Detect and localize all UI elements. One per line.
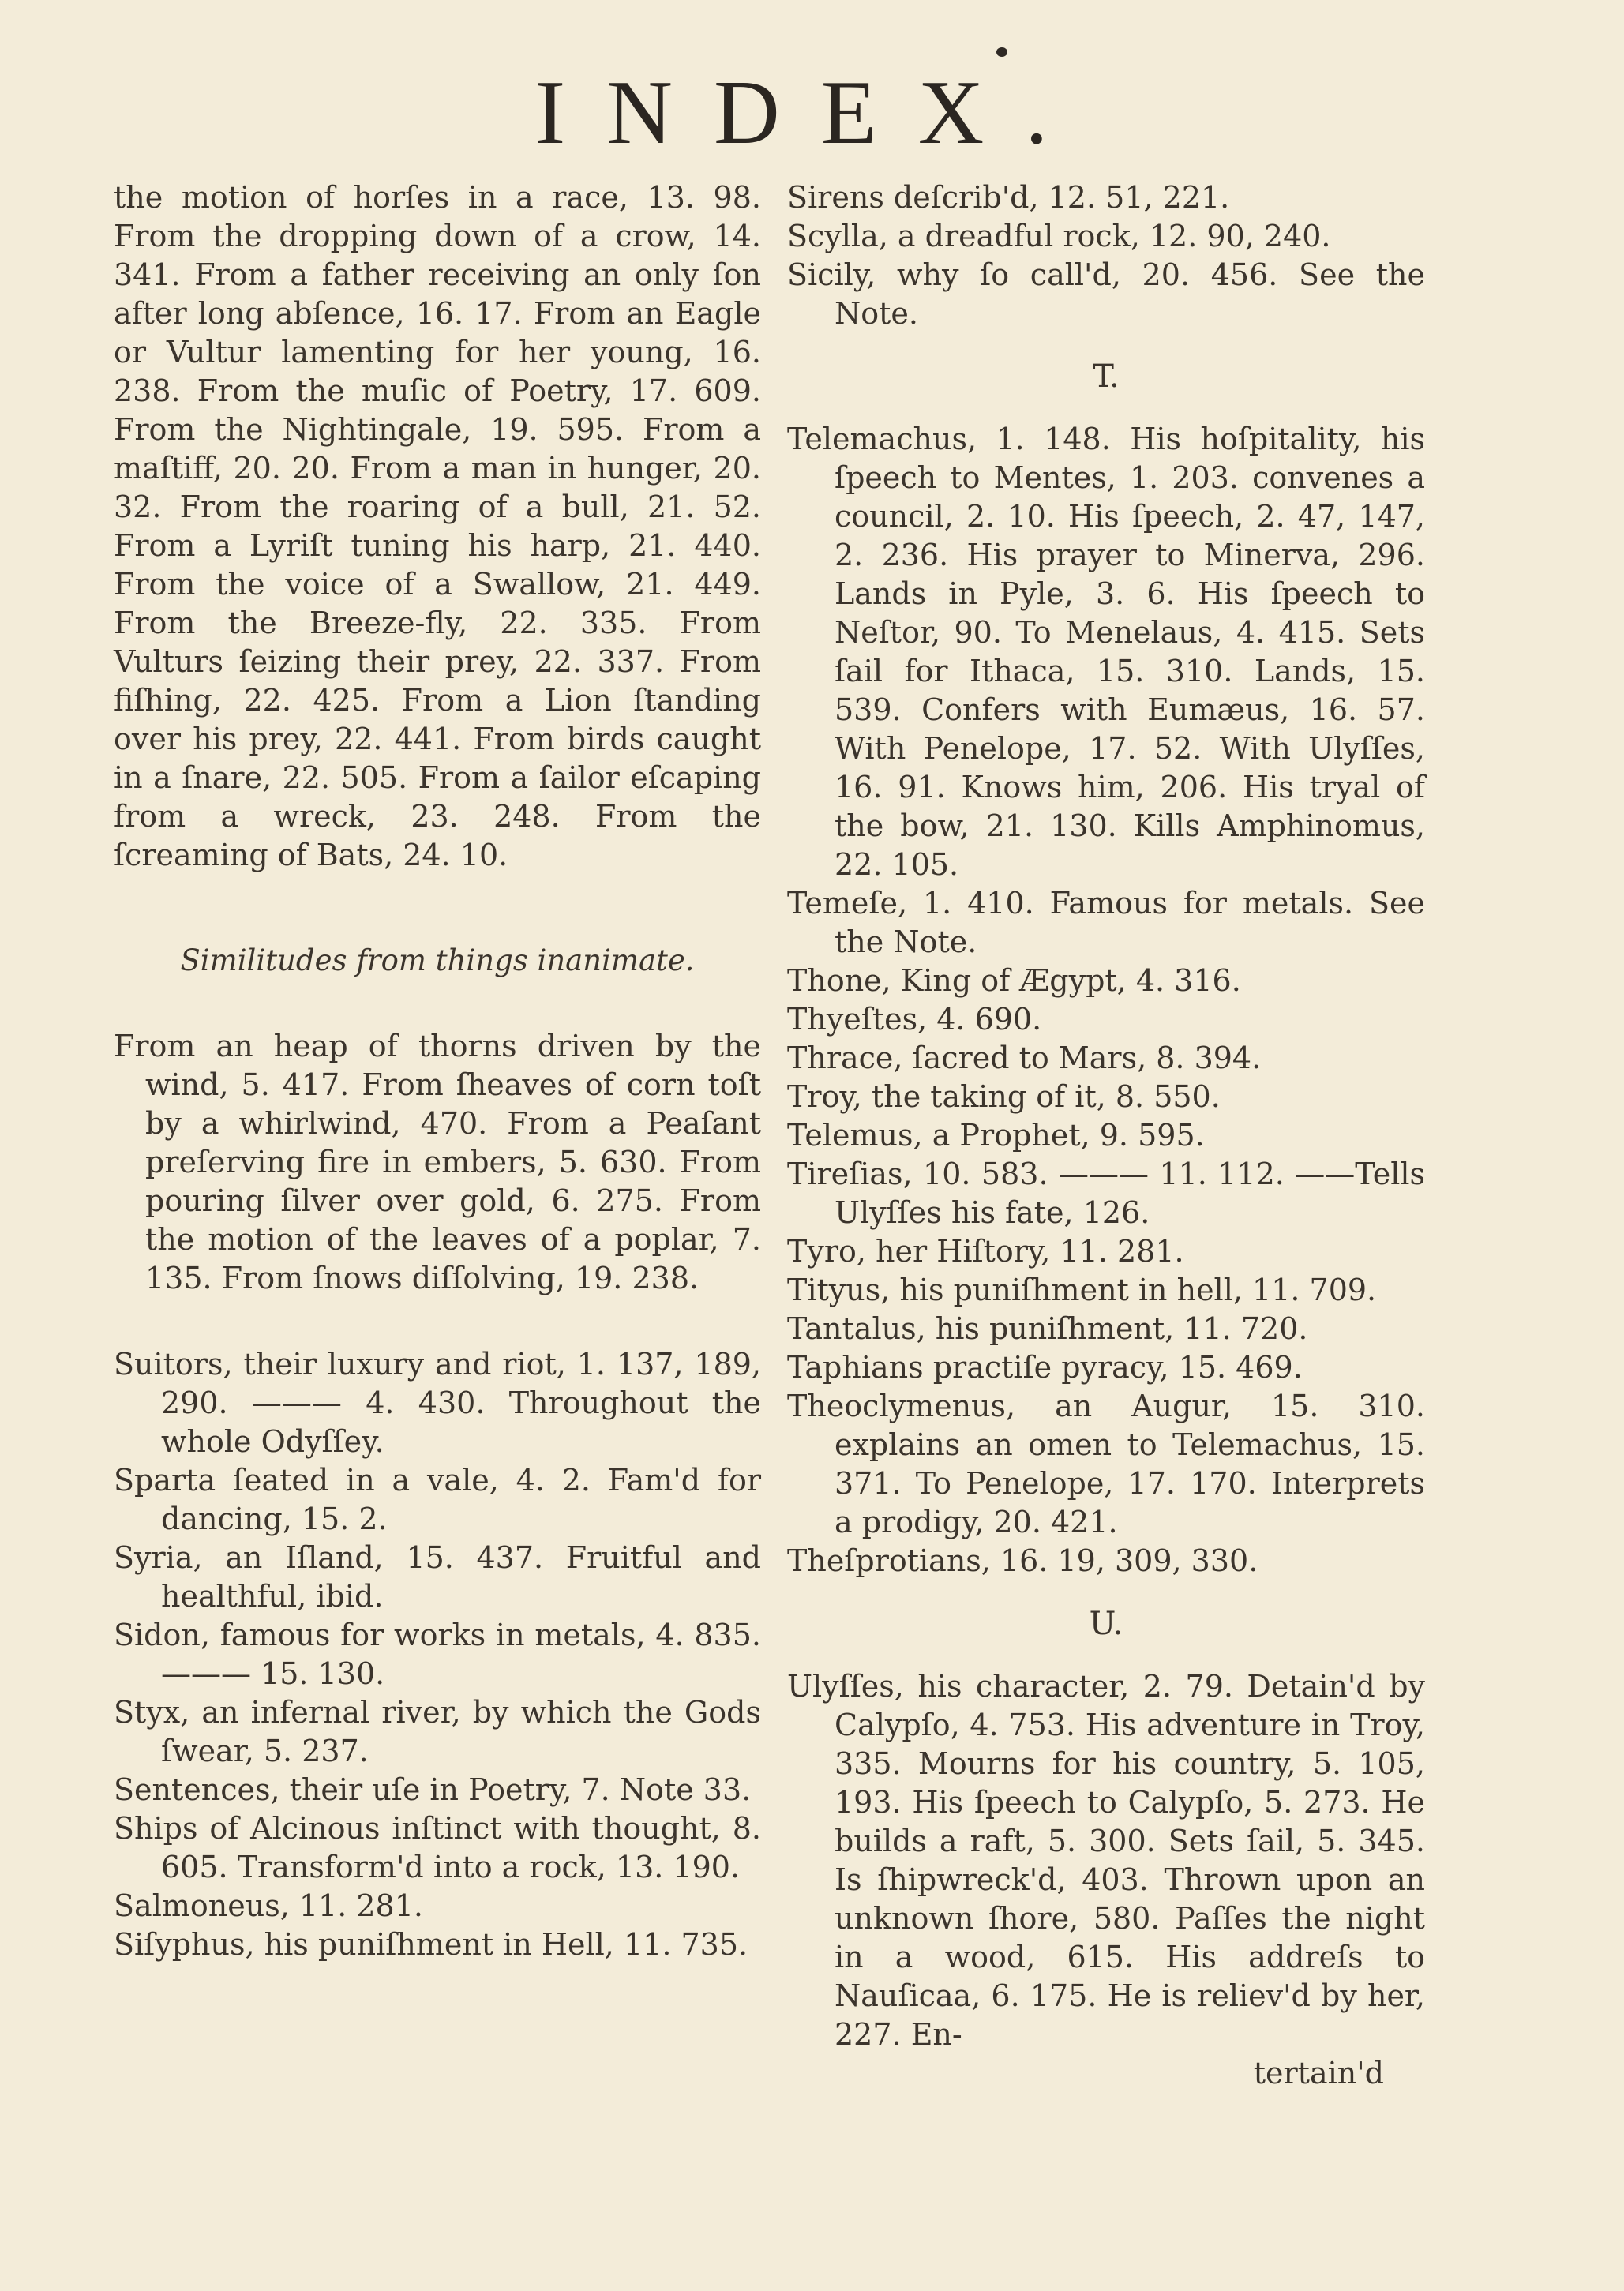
index-entry-ships: Ships of Alcinous inſtinct with thought, 8. 605. Transform'd into a rock, 13. 190. [114, 1811, 761, 1884]
index-entry-tiresias: Tireſias, 10. 583. ——— 11. 112. ——Tells Ulyſſes his fate, 126. [787, 1157, 1425, 1230]
right-column [787, 178, 1425, 2093]
similitudes-inanimate: From an heap of thorns driven by the wind, 5. 417. From ſheaves of corn toſt by a whirlwind, 470. From a Peaſant preſerving fire in embers, 5. 630. From pouring ſilver over gold, 6. 275. From the motion of the leaves of a poplar, 7. 135. From ſnows diſſolving, 19. 238. [114, 1029, 761, 1295]
section-letter-t: T. [1093, 358, 1120, 395]
similitudes-continued: the motion of horſes in a race, 13. 98. From the dropping down of a crow, 14. 341. From a father receiving an only ſon after long abſence, 16. 17. From an Eagle or Vultur lamenting for her young, 16. 238. From the muſic of Poetry, 17. 609. From the Nightingale, 19. 595. From a maſtiff, 20. 20. From a man in hunger, 20. 32. From the roaring of a bull, 21. 52. From a Lyriſt tuning his harp, 21. 440. From the voice of a Swallow, 21. 449. From the Breeze-fly, 22. 335. From Vulturs ſeizing their prey, 22. 337. From fiſhing, 22. 425. From a Lion ſtanding over his prey, 22. 441. From birds caught in a ſnare, 22. 505. From a ſailor eſcaping from a wreck, 23. 248. From the ſcreaming of Bats, 24. 10. [114, 180, 761, 872]
subheading-inanimate: Similitudes from things inanimate. [180, 943, 695, 977]
index-entry-tantalus: Tantalus, his puniſhment, 11. 720. [787, 1311, 1308, 1346]
index-entry-thrace: Thrace, ſacred to Mars, 8. 394. [787, 1041, 1262, 1075]
index-entry-thyestes: Thyeſtes, 4. 690. [787, 1002, 1042, 1037]
index-entry-telemus: Telemus, a Prophet, 9. 595. [787, 1118, 1205, 1153]
index-entry-ulysses: Ulyſſes, his character, 2. 79. Detain'd by Calypſo, 4. 753. His adventure in Troy, 335. Mourns for his country, 5. 105, 193. His ſpeech to Calypſo, 5. 273. He builds a raft, 5. 300. Sets ſail, 5. 345. Is ſhipwreck'd, 403. Thrown upon an unknown ſhore, 580. Paſſes the night in a wood, 615. His addreſs to Nauſicaa, 6. 175. He is reliev'd by her, 227. En- [787, 1669, 1425, 2052]
index-entry-styx: Styx, an infernal river, by which the Gods ſwear, 5. 237. [114, 1695, 761, 1768]
index-entry-scylla: Scylla, a dreadful rock, 12. 90, 240. [787, 219, 1331, 253]
left-column [114, 178, 761, 1964]
ink-dot [996, 47, 1007, 57]
index-entry-troy: Troy, the taking of it, 8. 550. [787, 1079, 1221, 1114]
index-entry-suitors: Suitors, their luxury and riot, 1. 137, 189, 290. ——— 4. 430. Throughout the whole Odyſſey. [114, 1347, 761, 1459]
index-entry-tityus: Tityus, his puniſhment in hell, 11. 709. [787, 1273, 1377, 1307]
index-entry-thone: Thone, King of Ægypt, 4. 316. [787, 963, 1241, 998]
index-entry-sidon: Sidon, famous for works in metals, 4. 835. ——— 15. 130. [114, 1618, 761, 1691]
index-entry-telemachus: Telemachus, 1. 148. His hoſpitality, his ſpeech to Mentes, 1. 203. convenes a council, 2. 10. His ſpeech, 2. 47, 147, 2. 236. His prayer to Minerva, 296. Lands in Pyle, 3. 6. His ſpeech to Neſtor, 90. To Menelaus, 4. 415. Sets ſail for Ithaca, 15. 310. Lands, 15. 539. Confers with Eumæus, 16. 57. With Penelope, 17. 52. With Ulyſſes, 16. 91. Knows him, 206. His tryal of the bow, 21. 130. Kills Amphinomus, 22. 105. [787, 422, 1425, 882]
index-entry-thesprotians: Theſprotians, 16. 19, 309, 330. [787, 1543, 1258, 1578]
index-entry-temese: Temeſe, 1. 410. Famous for metals. See the Note. [787, 886, 1425, 959]
index-entry-tyro: Tyro, her Hiſtory, 11. 281. [787, 1234, 1184, 1269]
index-entry-salmoneus: Salmoneus, 11. 281. [114, 1888, 423, 1923]
catchword: tertain'd [1253, 2056, 1384, 2090]
index-entry-sicily: Sicily, why ſo call'd, 20. 456. See the Note. [787, 257, 1425, 331]
index-entry-sentences: Sentences, their uſe in Poetry, 7. Note 33. [114, 1772, 752, 1807]
index-entry-theoclymenus: Theoclymenus, an Augur, 15. 310. explains an omen to Telemachus, 15. 371. To Penelope, 17. 170. Interprets a prodigy, 20. 421. [787, 1389, 1425, 1539]
index-entry-syria: Syria, an Iſland, 15. 437. Fruitful and healthful, ibid. [114, 1540, 761, 1614]
page-title: INDEX. [534, 62, 1090, 163]
index-entry-taphians: Taphians practiſe pyracy, 15. 469. [787, 1350, 1303, 1385]
index-entry-sparta: Sparta ſeated in a vale, 4. 2. Fam'd for dancing, 15. 2. [114, 1463, 761, 1536]
index-entry-sirens: Sirens deſcrib'd, 12. 51, 221. [787, 180, 1230, 215]
section-letter-u: U. [1089, 1606, 1123, 1642]
index-entry-sisyphus: Siſyphus, his puniſhment in Hell, 11. 735. [114, 1927, 748, 1962]
